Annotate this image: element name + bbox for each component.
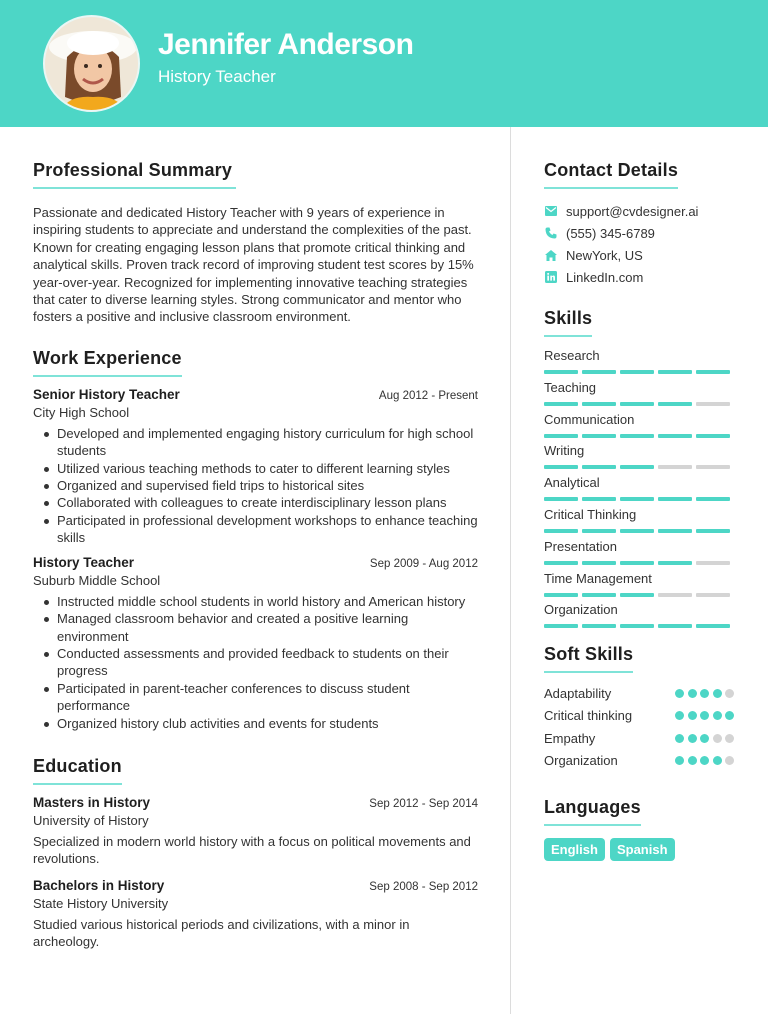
school-name: State History University <box>33 895 169 911</box>
skill-name: Time Management <box>544 570 652 586</box>
soft-skills-heading: Soft Skills <box>544 644 633 673</box>
soft-skill-rating <box>675 756 734 765</box>
skill-level-bar <box>544 370 734 374</box>
skill-level-segment <box>544 465 578 469</box>
summary-section <box>33 160 478 326</box>
main-column <box>33 160 478 951</box>
skill-level-segment <box>696 529 730 533</box>
skill-level-segment <box>620 497 654 501</box>
job-organization: Suburb Middle School <box>33 572 161 588</box>
skill-row <box>544 602 734 634</box>
soft-skill-rating <box>675 734 734 743</box>
contact-phone[interactable] <box>544 222 734 244</box>
rating-dot <box>688 734 697 743</box>
education-date: Sep 2012 - Sep 2014 <box>369 797 478 810</box>
languages-list <box>544 838 734 861</box>
skill-row <box>544 475 734 507</box>
skills-section <box>544 308 734 634</box>
skill-row <box>544 380 734 412</box>
avatar-illustration <box>45 17 140 112</box>
list-item: Participated in professional development workshops to enhance teaching skills <box>33 512 478 547</box>
skills-list <box>544 348 734 634</box>
rating-dot <box>675 756 684 765</box>
list-item: Developed and implemented engaging history curriculum for high school students <box>33 425 478 460</box>
list-item: Instructed middle school students in world history and American history <box>33 593 478 610</box>
email-icon <box>544 205 557 218</box>
job-date: Sep 2009 - Aug 2012 <box>369 557 478 570</box>
contact-text: LinkedIn.com <box>566 269 644 285</box>
soft-skill-row <box>544 682 734 705</box>
skill-level-bar <box>544 624 734 628</box>
skill-level-segment <box>658 434 692 438</box>
sidebar-column <box>544 160 734 861</box>
skill-row <box>544 571 734 603</box>
skill-name: Organization <box>544 602 618 618</box>
soft-skill-rating <box>675 689 734 698</box>
skill-level-segment <box>696 497 730 501</box>
rating-dot <box>688 689 697 698</box>
job-bullets <box>33 593 478 732</box>
soft-skill-rating <box>675 711 734 720</box>
skill-level-segment <box>582 497 616 501</box>
skill-level-segment <box>658 465 692 469</box>
education-section <box>33 756 478 951</box>
skill-level-segment <box>582 402 616 406</box>
education-entry <box>33 795 478 868</box>
skill-level-segment <box>658 529 692 533</box>
skill-level-bar <box>544 561 734 565</box>
skill-level-segment <box>544 624 578 628</box>
skill-level-bar <box>544 465 734 469</box>
skill-row <box>544 507 734 539</box>
soft-skill-row <box>544 750 734 773</box>
rating-dot <box>700 711 709 720</box>
soft-skill-name: Organization <box>544 753 618 769</box>
skill-row <box>544 348 734 380</box>
contact-linkedin[interactable] <box>544 266 734 288</box>
rating-dot <box>675 711 684 720</box>
contact-text: (555) 345-6789 <box>566 225 655 241</box>
job-title: History Teacher <box>33 554 135 570</box>
skill-name: Teaching <box>544 379 597 395</box>
skill-level-segment <box>582 624 616 628</box>
rating-dot <box>725 689 734 698</box>
rating-dot <box>713 689 722 698</box>
job-title: Senior History Teacher <box>33 386 180 402</box>
rating-dot <box>725 756 734 765</box>
skill-level-segment <box>696 624 730 628</box>
soft-skill-name: Critical thinking <box>544 708 633 724</box>
skill-row <box>544 443 734 475</box>
rating-dot <box>675 734 684 743</box>
language-tag: English <box>544 838 605 861</box>
languages-heading: Languages <box>544 797 641 826</box>
skill-level-segment <box>582 593 616 597</box>
list-item: Conducted assessments and provided feedback to students on their progress <box>33 645 478 680</box>
skill-name: Analytical <box>544 475 600 491</box>
contact-text: NewYork, US <box>566 247 643 263</box>
job-date: Aug 2012 - Present <box>378 389 478 402</box>
skill-name: Research <box>544 348 600 363</box>
skill-level-segment <box>620 624 654 628</box>
school-name: University of History <box>33 812 149 828</box>
skill-level-segment <box>658 624 692 628</box>
soft-skills-section <box>544 644 734 772</box>
list-item: Organized history club activities and events for students <box>33 715 478 732</box>
degree-title: Bachelors in History <box>33 877 165 893</box>
skill-level-segment <box>582 370 616 374</box>
rating-dot <box>700 756 709 765</box>
skill-name: Critical Thinking <box>544 506 637 522</box>
skill-level-segment <box>658 593 692 597</box>
skill-row <box>544 539 734 571</box>
skill-level-segment <box>544 402 578 406</box>
skill-level-bar <box>544 434 734 438</box>
soft-skill-row <box>544 727 734 750</box>
rating-dot <box>713 711 722 720</box>
skill-level-segment <box>582 434 616 438</box>
skill-level-segment <box>696 561 730 565</box>
list-item: Utilized various teaching methods to cater to different learning styles <box>33 460 478 477</box>
skill-level-segment <box>658 497 692 501</box>
job-entry <box>33 387 478 547</box>
summary-heading: Professional Summary <box>33 160 236 189</box>
rating-dot <box>700 734 709 743</box>
rating-dot <box>713 756 722 765</box>
soft-skill-name: Adaptability <box>544 685 612 701</box>
skill-level-segment <box>620 465 654 469</box>
skill-level-segment <box>544 593 578 597</box>
skill-level-segment <box>582 561 616 565</box>
skill-row <box>544 412 734 444</box>
list-item: Participated in parent-teacher conferences to discuss student performance <box>33 680 478 715</box>
rating-dot <box>713 734 722 743</box>
skill-level-segment <box>582 529 616 533</box>
education-heading: Education <box>33 756 122 785</box>
home-icon <box>544 249 557 262</box>
skill-level-segment <box>620 593 654 597</box>
job-organization: City High School <box>33 404 130 420</box>
education-description: Specialized in modern world history with a focus on political movements and revolutions. <box>33 833 471 867</box>
candidate-title: History Teacher <box>158 67 276 86</box>
degree-title: Masters in History <box>33 794 151 810</box>
job-bullets <box>33 425 478 547</box>
rating-dot <box>688 756 697 765</box>
education-entry <box>33 878 478 951</box>
candidate-name: Jennifer Anderson <box>158 28 414 61</box>
rating-dot <box>688 711 697 720</box>
list-item: Organized and supervised field trips to historical sites <box>33 477 478 494</box>
skill-level-segment <box>544 529 578 533</box>
skill-level-segment <box>658 561 692 565</box>
rating-dot <box>725 711 734 720</box>
skill-level-bar <box>544 497 734 501</box>
contact-location <box>544 244 734 266</box>
rating-dot <box>725 734 734 743</box>
skill-level-segment <box>544 370 578 374</box>
skills-heading: Skills <box>544 308 592 337</box>
skill-level-segment <box>620 561 654 565</box>
languages-section <box>544 797 734 861</box>
experience-heading: Work Experience <box>33 348 182 377</box>
skill-level-segment <box>658 402 692 406</box>
skill-level-segment <box>620 434 654 438</box>
skill-level-bar <box>544 593 734 597</box>
education-date: Sep 2008 - Sep 2012 <box>369 880 478 893</box>
rating-dot <box>675 689 684 698</box>
skill-level-segment <box>696 465 730 469</box>
skill-level-segment <box>696 434 730 438</box>
skill-level-segment <box>658 370 692 374</box>
rating-dot <box>700 689 709 698</box>
summary-text: Passionate and dedicated History Teacher with 9 years of experience in inspiring students to appreciate and understand the complexities of the past. Known for creating engaging lesson plans that promote critical thinking and analytical skills. Proven track record of improving student test scores by 15% year-over-year. Recognized for implementing innovative teaching strategies that cater to diverse learning styles. Strong communicator and mentor who fosters a positive and inclusive classroom environment. <box>33 205 474 325</box>
skill-name: Presentation <box>544 538 617 554</box>
skill-level-segment <box>696 593 730 597</box>
soft-skill-name: Empathy <box>544 730 596 746</box>
skill-level-bar <box>544 402 734 406</box>
soft-skill-row <box>544 705 734 728</box>
contact-heading: Contact Details <box>544 160 678 189</box>
skill-name: Writing <box>544 443 585 459</box>
skill-level-segment <box>620 402 654 406</box>
job-entry <box>33 555 478 732</box>
skill-level-segment <box>544 497 578 501</box>
language-tag: Spanish <box>610 838 675 861</box>
skill-level-segment <box>582 465 616 469</box>
phone-icon <box>544 227 557 240</box>
skill-level-segment <box>696 370 730 374</box>
column-divider <box>510 127 511 1014</box>
soft-skills-list <box>544 682 734 772</box>
profile-photo <box>43 15 140 112</box>
skill-level-segment <box>544 561 578 565</box>
skill-level-segment <box>620 370 654 374</box>
skill-level-segment <box>544 434 578 438</box>
experience-section <box>33 348 478 732</box>
skill-level-bar <box>544 529 734 533</box>
contact-section <box>544 160 734 288</box>
list-item: Collaborated with colleagues to create interdisciplinary lesson plans <box>33 494 478 511</box>
linkedin-icon <box>544 271 557 284</box>
skill-level-segment <box>696 402 730 406</box>
contact-email[interactable] <box>544 200 734 222</box>
contact-text: support@cvdesigner.ai <box>566 203 699 219</box>
skill-name: Communication <box>544 411 635 427</box>
education-description: Studied various historical periods and civilizations, with a minor in archeology. <box>33 916 410 950</box>
resume-header <box>0 0 768 127</box>
list-item: Managed classroom behavior and created a positive learning environment <box>33 610 478 645</box>
skill-level-segment <box>620 529 654 533</box>
